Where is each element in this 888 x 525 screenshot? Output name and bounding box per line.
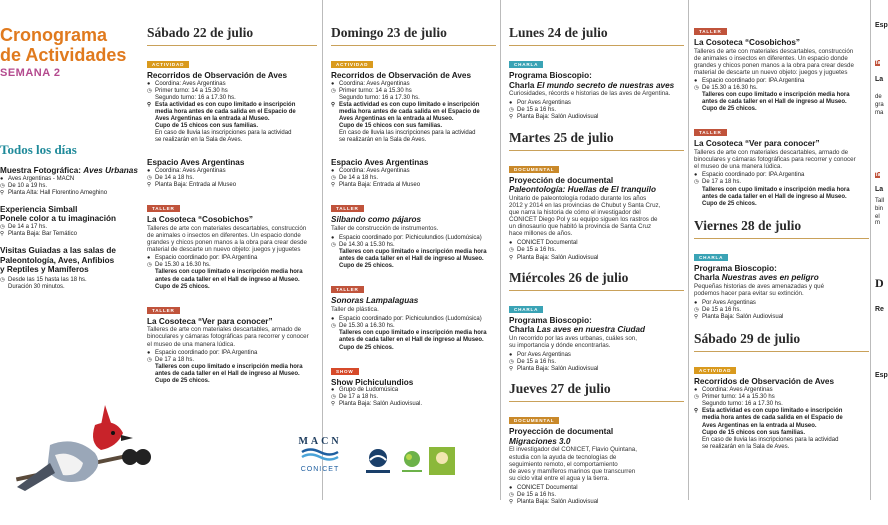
coordinator-icon: ● — [331, 316, 335, 323]
badge-actividad: ACTIVIDAD — [694, 367, 736, 374]
info-coord: ● Aves Argentinas - MACN — [0, 175, 75, 182]
clock-icon: ◷ — [331, 87, 336, 94]
desc-3: grandes y chicos ponen manos a la obra para crear desde — [694, 61, 854, 69]
info-time: ◷ De 17 a 18 hs. — [331, 394, 379, 401]
clock-icon: ◷ — [509, 492, 514, 498]
event-subtitle: Charla El mundo secreto de nuestras aves — [509, 80, 675, 90]
info-note-2: media hora antes de cada salida en el Espacio de — [702, 415, 843, 422]
info-place: ⚲ Planta Baja: Entrada al Museo — [331, 182, 421, 189]
desc-3: el museo de una manera lúdica. — [694, 163, 783, 171]
info-note-1: Talleres con cupo limitado e inscripción media hora — [702, 92, 850, 99]
info-note-3: Cupo de 25 chicos. — [702, 106, 757, 113]
desc-2: estudia con la ayuda de tecnologías de — [509, 453, 617, 461]
desc-1: Talleres de arte con materiales descartables, construcción — [147, 224, 307, 232]
event-title: Recorridos de Observación de Aves — [331, 71, 471, 80]
event-title: Muestra Fotográfica: Aves Urbanas — [0, 166, 138, 175]
title-line-1: Cronograma — [0, 25, 108, 45]
event-title: La Cosoteca “Cosobichos” — [147, 215, 254, 225]
info-place: ⚲ Planta Baja: Salón Audiovisual — [509, 114, 599, 121]
cutoff-text: bin — [875, 206, 884, 212]
event-title: Espacio Aves Argentinas — [147, 158, 245, 168]
info-time-2: Segundo turno: 16 a 17.30 hs. — [155, 94, 236, 101]
desc-2: de animales o insectos en diferentes. Un espacio donde — [147, 232, 301, 239]
clock-icon: ◷ — [694, 179, 699, 186]
info-time: ◷ De 15 a 16 hs. — [509, 107, 557, 114]
info-coord: ● Espacio coordinado por: Pichiculundios (Ludomúsica) — [331, 235, 482, 241]
info-place: ⚲ Planta Alta: Hall Florentino Ameghino — [0, 189, 108, 196]
desc-1: Talleres de arte con materiales descartables, armado de — [694, 149, 849, 157]
info-note-2: antes de cada taller en el Hall de ingreso al Museo. — [339, 337, 484, 344]
todos-title: Todos los días — [0, 142, 77, 157]
clock-icon: ◷ — [331, 242, 336, 249]
event-sonoras — [331, 278, 496, 351]
event-subtitle: Paleontología: Huellas de El tranquilo — [509, 185, 656, 195]
info-place: ⚲ Planta Baja: Bar Temático — [0, 231, 77, 238]
info-coord: ● Coordina: Aves Argentinas — [694, 387, 773, 394]
info-coord: ● Coordina: Aves Argentinas — [147, 168, 226, 175]
info-rain-2: se realizarán en la Sala de Aves. — [339, 137, 427, 144]
coordinator-icon: ● — [0, 175, 4, 182]
coordinator-icon: ● — [331, 80, 335, 87]
day-heading-jueves: Jueves 27 de julio — [509, 381, 684, 402]
info-note-3: Cupo de 25 chicos. — [155, 283, 210, 290]
info-time: ◷ De 14 a 17 hs. — [0, 224, 48, 231]
clock-icon: ◷ — [331, 175, 336, 182]
event-recorridos — [694, 359, 869, 450]
info-coord: ● Por Aves Argentinas — [694, 300, 756, 307]
badge-charla: CHARLA — [694, 254, 728, 261]
desc-3: seguimiento remoto, el comportamiento — [509, 460, 618, 468]
info-note-3: Cupo de 25 chicos. — [339, 344, 394, 351]
event-title: Visitas Guiadas a las salas de — [0, 246, 116, 256]
cutoff-text: La — [875, 76, 884, 83]
day-heading: Sábado 22 de julio — [147, 25, 317, 46]
info-note-4: Cupo de 15 chicos con sus familias. — [702, 429, 806, 436]
cutoff-text: Esp — [875, 372, 888, 379]
badge-taller: TALLER — [331, 286, 364, 293]
cutoff-text: el m — [875, 214, 880, 226]
desc-1: Talleres de arte con materiales descartables, armado de — [147, 326, 302, 334]
coordinator-icon: ● — [509, 240, 513, 247]
event-title: Espacio Aves Argentinas — [331, 158, 429, 168]
info-place: ⚲ Planta Baja: Salón Audiovisual — [509, 254, 599, 261]
partner-logo-2 — [398, 448, 426, 476]
info-time: ◷ De 14 a 18 hs. — [331, 175, 379, 182]
clock-icon: ◷ — [147, 175, 152, 182]
clock-icon: ◷ — [0, 277, 5, 284]
title-line-2: de Actividades — [0, 45, 127, 65]
column-cutoff — [875, 0, 888, 500]
coordinator-icon: ● — [694, 172, 698, 179]
badge-show: SHOW — [331, 368, 359, 375]
info-place: ⚲ Planta Baja: Entrada al Museo — [147, 182, 237, 189]
badge-taller: TALLER — [694, 129, 727, 136]
info-note-3: Cupo de 25 chicos. — [339, 263, 394, 270]
badge-documental: DOCUMENTAL — [509, 166, 559, 173]
info-time-2: Segundo turno: 16 a 17.30 hs. — [339, 94, 420, 101]
bird-beak — [121, 435, 133, 441]
badge-actividad: ACTIVIDAD — [331, 61, 373, 68]
info-time: ◷ De 14 a 18 hs. — [147, 175, 195, 182]
macn-logo-text: MACN — [298, 436, 342, 447]
cutoff-text: de — [875, 94, 882, 100]
coordinator-icon: ● — [509, 100, 513, 107]
desc-2: binoculares y cámaras fotográficas para recorrer y conocer — [147, 333, 309, 341]
clock-icon: ◷ — [694, 85, 699, 92]
info-note: ⚲ Esta actividad es con cupo limitado e inscripción — [331, 101, 480, 108]
info-note-2: media hora antes de cada salida en el Espacio de — [155, 108, 296, 115]
coordinator-icon: ● — [694, 300, 698, 307]
day-heading-lunes: Lunes 24 de julio — [509, 25, 684, 46]
info-coord: ● Por Aves Argentinas — [509, 100, 571, 107]
bird-eye — [111, 431, 115, 435]
clock-icon: ◷ — [147, 87, 152, 94]
coordinator-icon: ● — [147, 80, 151, 87]
event-title: Programa Bioscopio: — [509, 71, 592, 80]
badge-taller: TALLER — [147, 307, 180, 314]
desc-1: Taller de construcción de instrumentos. — [331, 224, 439, 232]
info-note-1: Talleres con cupo limitado e inscripción media hora — [155, 269, 303, 276]
coordinator-icon: ● — [147, 349, 151, 356]
event-viernes — [694, 246, 869, 322]
clock-icon: ◷ — [509, 247, 514, 254]
desc-1: Curiosidades, récords e historias de las aves de Argentina. — [509, 90, 671, 98]
desc-4: CONICET Diego Pol y su equipo siguen los rastros de — [509, 216, 658, 224]
location-icon: ⚲ — [331, 401, 336, 408]
bird-crest — [101, 405, 111, 425]
desc-1: Talleres de arte con materiales descartables, construcción — [694, 47, 854, 55]
location-icon: ⚲ — [331, 182, 336, 189]
coordinator-icon: ● — [694, 387, 698, 394]
desc-1: Unitario de paleontología rodado durante los años — [509, 194, 647, 202]
desc-2: podemos hacer para evitar su extinción. — [694, 290, 804, 298]
column-divider — [688, 0, 689, 500]
event-title: Sonoras Lampalaguas — [331, 296, 419, 306]
desc-4: material de descarte un nuevo objeto: juegos y juguetes — [694, 68, 848, 76]
info-coord: ● Por Aves Argentinas — [509, 351, 571, 358]
coordinator-icon: ● — [509, 484, 513, 491]
event-lunes — [509, 53, 684, 122]
column-divider — [870, 0, 871, 500]
info-place: ⚲ Planta Baja: Salón Audiovisual. — [331, 401, 423, 408]
coordinator-icon: ● — [509, 351, 513, 358]
badge-charla: CHARLA — [509, 61, 543, 68]
info-time: ◷ Primer turno: 14 a 15.30 hs — [331, 87, 412, 94]
cardinal-bird-illustration — [0, 395, 145, 500]
event-subtitle: Charla Nuestras aves en peligro — [694, 273, 819, 283]
info-coord: ● Grupo de Ludomúsica — [331, 387, 399, 394]
coordinator-icon: ● — [694, 77, 698, 84]
info-note-1: Talleres con cupo limitado e inscripción media hora — [155, 363, 303, 370]
info-time: ◷ De 17 a 18 hs. — [694, 179, 742, 186]
location-icon: ⚲ — [147, 101, 152, 108]
event-title: Programa Bioscopio: — [694, 263, 777, 273]
bird-head — [93, 422, 123, 450]
coordinator-icon: ● — [331, 235, 335, 241]
info-coord: ● Espacio coordinado por: IPA Argentina — [147, 255, 258, 262]
info-note-3: Aves Argentinas en la entrada al Museo. — [702, 422, 817, 429]
info-time: ◷ De 15 a 16 hs. — [509, 492, 557, 498]
info-note: ⚲ Esta actividad es con cupo limitado e inscripción — [147, 101, 296, 108]
location-icon: ⚲ — [509, 366, 514, 373]
cutoff-text: Tall — [875, 198, 885, 204]
location-icon: ⚲ — [509, 499, 514, 506]
cutoff-text: Re — [875, 306, 884, 313]
event-subtitle: Migraciones 3.0 — [509, 436, 571, 446]
info-rain-1: En caso de lluvia las inscripciones para la actividad — [155, 130, 292, 137]
info-place: ⚲ Planta Baja: Salón Audiovisual — [509, 499, 599, 506]
desc-4: de aves y mamíferos marinos que transcurren — [509, 467, 636, 475]
cutoff-text: La — [875, 186, 884, 193]
location-icon: ⚲ — [0, 189, 5, 196]
badge-taller: TALLER — [331, 205, 364, 212]
info-note-3: Cupo de 25 chicos. — [702, 200, 757, 207]
event-jueves — [509, 409, 684, 506]
info-note-3: Cupo de 25 chicos. — [155, 378, 210, 384]
desc-3: grandes y chicos ponen manos a la obra para crear desde — [147, 239, 307, 247]
macn-logo — [285, 436, 355, 473]
event-cosobichos — [147, 197, 317, 290]
event-ver-para-conocer — [694, 121, 869, 207]
event-visitas — [0, 246, 140, 291]
column-lunes-jueves — [509, 0, 684, 525]
cutoff-text: Ta — [875, 60, 881, 66]
desc-1: Un recorrido por las aves urbanas, cuáles son, — [509, 334, 637, 342]
info-coord: ● Espacio coordinado por: Pichiculundios (Ludomúsica) — [331, 316, 482, 323]
desc-2: de animales o insectos en diferentes. Un espacio donde — [694, 54, 848, 62]
clock-icon: ◷ — [509, 107, 514, 114]
info-time-2: Segundo turno: 16 a 17.30 hs. — [702, 401, 783, 408]
desc-3: que narra la historia de cómo el investigador del — [509, 208, 641, 216]
badge-taller: TALLER — [147, 205, 180, 212]
event-title: La Cosoteca “Ver para conocer” — [694, 139, 820, 149]
location-icon: ⚲ — [694, 314, 699, 321]
info-time: ◷ Primer turno: 14 a 15.30 hs — [694, 394, 775, 401]
event-title: Recorridos de Observación de Aves — [147, 71, 287, 80]
location-icon: ⚲ — [331, 101, 336, 108]
column-viernes-sabado — [694, 0, 869, 520]
clock-icon: ◷ — [694, 307, 699, 314]
event-silbando — [331, 197, 496, 270]
location-icon: ⚲ — [0, 231, 5, 238]
info-note-2: antes de cada taller en el Hall de ingreso al Museo. — [702, 193, 847, 200]
column-1 — [0, 0, 140, 500]
info-time: ◷ Desde las 15 hasta las 18 hs. — [0, 277, 87, 284]
event-subtitle: Charla Las aves en nuestra Ciudad — [509, 325, 646, 335]
event-title: La Cosoteca “Cosobichos” — [694, 38, 801, 47]
event-simball — [0, 205, 140, 238]
info-time: ◷ De 14.30 a 15.30 hs. — [331, 242, 395, 249]
info-coord: ● Coordina: Aves Argentinas — [147, 80, 226, 87]
desc-1: Pequeñas historias de aves amenazadas y qué — [694, 282, 825, 290]
cutoff-text: gra — [875, 102, 884, 108]
event-espacio — [331, 158, 496, 189]
column-domingo-23 — [331, 0, 496, 525]
info-note-2: antes de cada taller en el Hall de ingreso al Museo. — [702, 99, 847, 106]
clock-icon: ◷ — [331, 323, 336, 330]
clock-icon: ◷ — [147, 356, 152, 363]
location-icon: ⚲ — [694, 408, 699, 415]
desc-1: Taller de plástica. — [331, 306, 379, 314]
location-icon: ⚲ — [147, 182, 152, 189]
cutoff-text: D — [875, 276, 884, 290]
info-time: ◷ De 17 a 18 hs. — [147, 356, 195, 363]
event-title: Proyección de documental — [509, 427, 614, 437]
header-block — [0, 25, 140, 79]
info-coord: ● CONICET Documental — [509, 484, 578, 491]
day-heading-viernes: Viernes 28 de julio — [694, 218, 869, 239]
clock-icon: ◷ — [0, 182, 5, 189]
info-rain-1: En caso de lluvia las inscripciones para la actividad — [339, 130, 476, 137]
info-note-3: Aves Argentinas en la entrada al Museo. — [339, 116, 454, 123]
info-time: ◷ De 15.30 a 16.30 hs. — [147, 262, 211, 269]
day-heading: Domingo 23 de julio — [331, 25, 496, 46]
coordinator-icon: ● — [331, 168, 335, 175]
partner-logo-3 — [428, 446, 456, 476]
desc-3: el museo de una manera lúdica. — [147, 340, 236, 348]
info-note-2: antes de cada taller en el Hall de ingreso al Museo. — [155, 276, 300, 283]
event-recorridos — [147, 53, 317, 144]
clock-icon: ◷ — [509, 359, 514, 366]
info-rain-2: se realizarán en la Sala de Aves. — [702, 443, 790, 450]
badge-actividad: ACTIVIDAD — [147, 61, 189, 68]
event-title: La Cosoteca “Ver para conocer” — [147, 316, 273, 326]
info-place: ⚲ Planta Baja: Salón Audiovisual — [694, 314, 784, 321]
event-title: Programa Bioscopio: — [509, 315, 592, 325]
coordinator-icon: ● — [331, 387, 335, 394]
conicet-wave-icon — [300, 447, 340, 461]
desc-6: hace millones de años. — [509, 230, 573, 238]
desc-2: su importancia y dónde encontrarlas. — [509, 341, 611, 349]
event-title: Proyección de documental — [509, 175, 614, 185]
badge-documental: DOCUMENTAL — [509, 417, 559, 424]
info-note-2: media hora antes de cada salida en el Espacio de — [339, 108, 480, 115]
info-note-2: antes de cada taller en el Hall de ingreso al Museo. — [155, 370, 300, 377]
desc-1: El investigador del CONICET, Flavio Quintana, — [509, 446, 637, 454]
info-rain-2: se realizarán en la Sala de Aves. — [155, 137, 243, 144]
info-note-1: Talleres con cupo limitado e inscripción media hora — [702, 186, 850, 193]
info-time: ◷ De 15 a 16 hs. — [509, 359, 557, 366]
event-title: Recorridos de Observación de Aves — [694, 377, 834, 387]
cutoff-text: Ta — [875, 172, 881, 178]
badge-taller: TALLER — [694, 28, 727, 35]
day-heading-sabado-29: Sábado 29 de julio — [694, 331, 869, 352]
info-note-1: Talleres con cupo limitado e inscripción media hora — [339, 249, 487, 256]
info-note: ⚲ Esta actividad es con cupo limitado e inscripción — [694, 408, 843, 415]
event-miercoles — [509, 298, 684, 374]
info-note-4: Cupo de 15 chicos con sus familias. — [155, 123, 259, 130]
day-heading-miercoles: Miércoles 26 de julio — [509, 270, 684, 291]
coordinator-icon: ● — [147, 255, 151, 262]
desc-4: material de descarte un nuevo objeto: juegos y juguetes — [147, 246, 301, 254]
info-rain-1: En caso de lluvia las inscripciones para la actividad — [702, 436, 839, 443]
todos-section — [0, 142, 140, 291]
info-time: ◷ De 10 a 19 hs. — [0, 182, 48, 189]
clock-icon: ◷ — [0, 224, 5, 231]
cutoff-text: ma — [875, 110, 884, 116]
location-icon: ⚲ — [509, 114, 514, 121]
desc-2: 2012 y 2014 en las provincias de Chubut y Santa Cruz, — [509, 201, 661, 209]
cutoff-text: Esp — [875, 22, 888, 29]
info-coord: ● Coordina: Aves Argentinas — [331, 168, 410, 175]
badge-charla: CHARLA — [509, 306, 543, 313]
event-show — [331, 360, 496, 409]
info-duration: Duración 30 minutos. — [8, 284, 65, 291]
info-coord: ● Espacio coordinado por: IPA Argentina — [694, 172, 805, 179]
event-title-2: Paleontología, Aves, Anfibios — [0, 255, 115, 265]
clock-icon: ◷ — [147, 262, 152, 269]
desc-2: binoculares y cámaras fotográficas para recorrer y conocer — [694, 156, 856, 164]
clock-icon: ◷ — [694, 394, 699, 401]
info-place: ⚲ Planta Baja: Salón Audiovisual — [509, 366, 599, 373]
event-title: Silbando como pájaros — [331, 215, 422, 225]
event-espacio — [147, 158, 317, 189]
info-coord: ● Espacio coordinado por: IPA Argentina — [147, 349, 258, 356]
event-subtitle: Ponele color a tu imaginación — [0, 214, 117, 224]
conicet-logo-text: CONICET — [300, 466, 340, 473]
event-title: Show Pichiculundios — [331, 377, 414, 387]
event-ver-para-conocer — [147, 299, 317, 385]
event-cosobichos — [694, 20, 869, 113]
info-time: ◷ De 15.30 a 16.30 hs. — [331, 323, 395, 330]
partner-logo-1 — [360, 448, 396, 476]
info-time: ◷ Primer turno: 14 a 15.30 hs — [147, 87, 228, 94]
info-time: ◷ De 15.30 a 16.30 hs. — [694, 85, 758, 92]
column-divider — [500, 0, 501, 500]
info-time: ◷ De 15 a 16 hs. — [509, 247, 557, 254]
info-time: ◷ De 15 a 16 hs. — [694, 307, 742, 314]
event-title-3: y Reptiles y Mamíferos — [0, 265, 89, 275]
event-recorridos — [331, 53, 496, 144]
column-divider — [322, 0, 323, 500]
event-muestra — [0, 166, 140, 197]
day-heading-martes: Martes 25 de julio — [509, 130, 684, 151]
week-label: SEMANA 2 — [0, 67, 61, 79]
info-note-4: Cupo de 15 chicos con sus familias. — [339, 123, 443, 130]
info-note-1: Talleres con cupo limitado e inscripción media hora — [339, 330, 487, 337]
clock-icon: ◷ — [331, 394, 336, 401]
location-icon: ⚲ — [509, 254, 514, 261]
info-coord: ● Espacio coordinado por: IPA Argentina — [694, 77, 805, 84]
info-note-2: antes de cada taller en el Hall de ingreso al Museo. — [339, 256, 484, 263]
event-title: Experiencia Simball — [0, 204, 78, 214]
info-coord: ● CONICET Documental — [509, 240, 578, 247]
info-coord: ● Coordina: Aves Argentinas — [331, 80, 410, 87]
desc-5: un dinosaurio que habitó la provincia de Santa Cruz — [509, 223, 652, 231]
desc-5: su ciclo vital entre el agua y la tierra. — [509, 474, 610, 482]
info-note-3: Aves Argentinas en la entrada al Museo. — [155, 116, 270, 123]
event-martes — [509, 158, 684, 262]
coordinator-icon: ● — [147, 168, 151, 175]
